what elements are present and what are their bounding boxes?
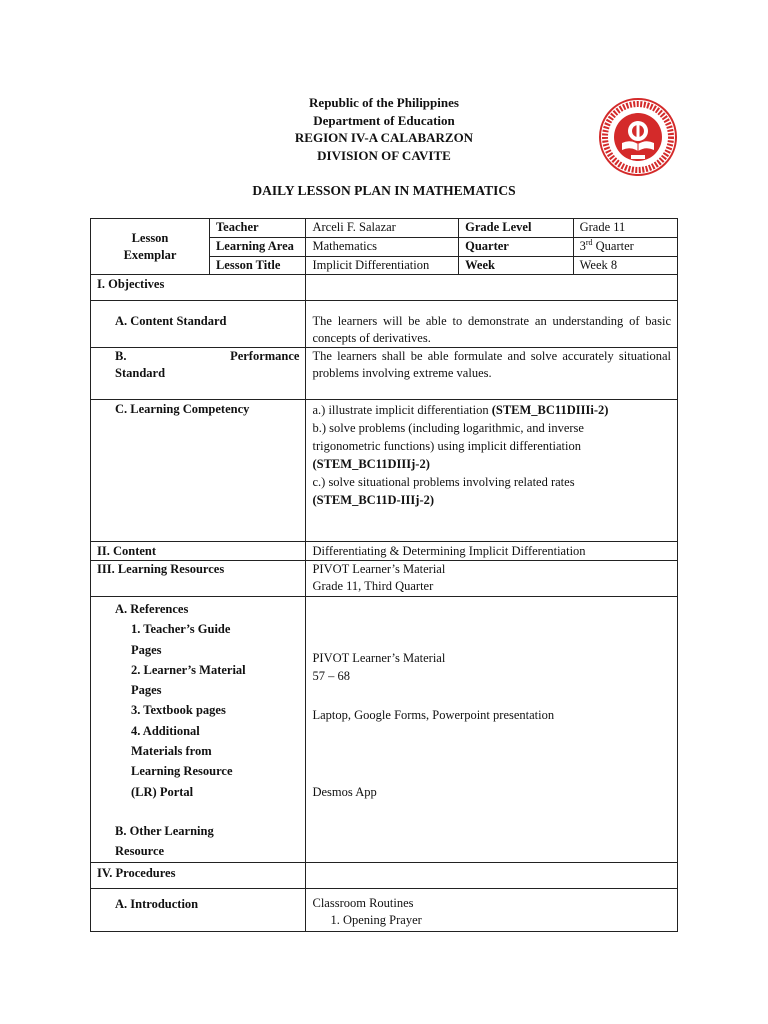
introduction-label: A. Introduction (91, 888, 306, 931)
references-values: PIVOT Learner’s Material 57 – 68 Laptop, Google Forms, Powerpoint presentation Desmos App (306, 597, 678, 863)
quarter-value: 3rd Quarter (573, 238, 677, 257)
grade-value: Grade 11 (573, 219, 677, 238)
learning-competency-label: C. Learning Competency (91, 400, 306, 542)
content-standard-row (91, 301, 678, 348)
performance-standard-label: B. Performance Standard (91, 348, 306, 400)
performance-standard-value: The learners shall be able formulate and solve accurately situational problems involving extreme values. (306, 348, 678, 400)
quarter-label: Quarter (459, 238, 573, 257)
week-label: Week (459, 257, 573, 275)
learning-resources-value: PIVOT Learner’s Material Grade 11, Third Quarter (306, 561, 678, 597)
plan-title: DAILY LESSON PLAN IN MATHEMATICS (252, 183, 516, 198)
lesson-exemplar-cell: Lesson Exemplar (91, 219, 210, 275)
performance-standard-row (91, 348, 678, 400)
procedures-heading: IV. Procedures (91, 862, 306, 888)
learning-competency-row (91, 400, 678, 542)
learning-resources-row (91, 561, 678, 597)
content-standard-value: The learners will be able to demonstrate an understanding of basic concepts of derivatives. (306, 301, 678, 348)
objectives-row (91, 275, 678, 301)
content-row (91, 542, 678, 561)
header-department: Department of Education (313, 112, 455, 128)
introduction-value: Classroom Routines 1. Opening Prayer (306, 888, 678, 931)
references-label: A. References 1. Teacher’s Guide Pages 2. Learner’s Material Pages 3. Textbook pages 4. Additional Materials from Learning Resource (LR) Portal B. Other Learning Resource (91, 597, 306, 863)
week-value: Week 8 (573, 257, 677, 275)
title-value: Implicit Differentiation (306, 257, 459, 275)
header-region: REGION IV-A CALABARZON (294, 130, 474, 145)
teacher-label: Teacher (209, 219, 306, 238)
content-value: Differentiating & Determining Implicit Differentiation (306, 542, 678, 561)
content-standard-label: A. Content Standard (91, 301, 306, 348)
header-division: DIVISION OF CAVITE (317, 147, 451, 163)
learning-resources-heading: III. Learning Resources (91, 561, 306, 597)
learning-competency-value: a.) illustrate implicit differentiation (STEM_BC11DIIIi-2) b.) solve problems (including logarithmic, and inverse trigonometric functions) using implicit differentiation (STEM_BC11DIIIj-2) c.) solve situational problems involving related rates (STEM_BC11D-IIIj-2) (306, 400, 678, 542)
area-value: Mathematics (306, 238, 459, 257)
info-row-teacher (91, 219, 678, 238)
grade-label: Grade Level (459, 219, 573, 238)
references-row (91, 597, 678, 863)
header-republic: Republic of the Philippines (309, 95, 459, 110)
lesson-plan-table (90, 218, 678, 932)
content-heading: II. Content (91, 542, 306, 561)
procedures-row (91, 862, 678, 888)
school-seal-icon (598, 97, 678, 177)
objectives-heading: I. Objectives (91, 275, 306, 301)
introduction-row (91, 888, 678, 931)
teacher-value: Arceli F. Salazar (306, 219, 459, 238)
area-label: Learning Area (209, 238, 306, 257)
title-label: Lesson Title (209, 257, 306, 275)
